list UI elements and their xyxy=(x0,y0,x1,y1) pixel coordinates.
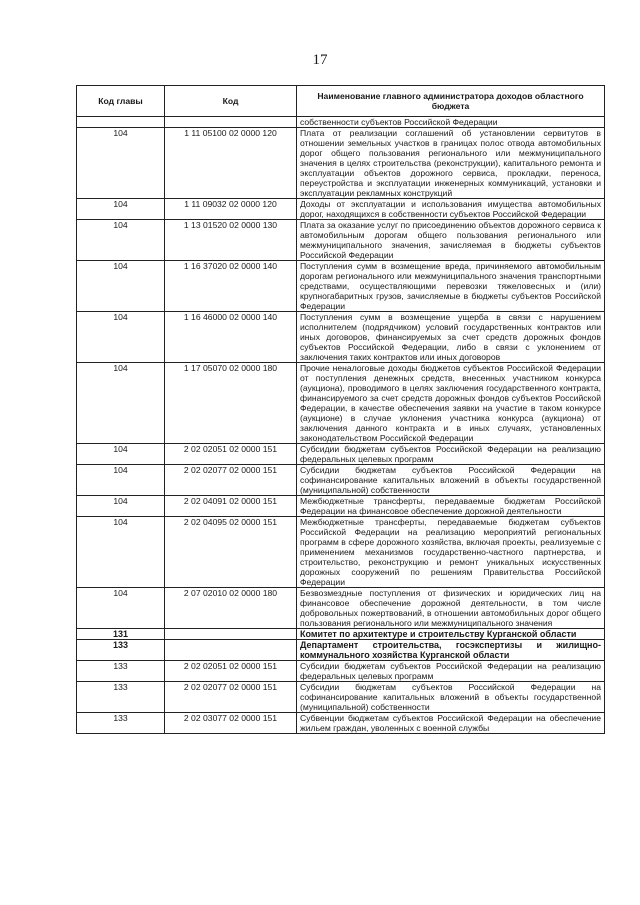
name-cell: Межбюджетные трансферты, передаваемые бюджетам субъектов Российской Федерации на реализацию мероприятий региональных программ в сфере дорожного хозяйства, включая проекты, реализуемые с применением механизмов государственно-частного партнерства, и строительство, реконструкцию и ремонт уникальных искусственных дорожных сооружений по решениям Правительства Российской Федерации xyxy=(297,517,605,588)
chapter-cell: 104 xyxy=(77,588,165,629)
table-header-row xyxy=(77,86,605,117)
chapter-cell: 133 xyxy=(77,682,165,713)
code-cell xyxy=(165,640,297,661)
table-row xyxy=(77,588,605,629)
name-cell: Комитет по архитектуре и строительству Курганской области xyxy=(297,629,605,640)
code-cell: 2 02 04091 02 0000 151 xyxy=(165,496,297,517)
table-row xyxy=(77,128,605,199)
table-row xyxy=(77,220,605,261)
table-row xyxy=(77,312,605,363)
name-cell: Прочие неналоговые доходы бюджетов субъектов Российской Федерации от поступления денежных средств, внесенных участником конкурса (аукциона), проводимого в целях заключения государственного контракта, финансируемого за счет средств дорожных фондов субъектов Российской Федерации, в качестве обеспечения заявки на участие в таком конкурсе (аукционе) в случае уклонения участника конкурса (аукциона) от заключения данного контракта и в иных случаях, установленных законодательством Российской Федерации xyxy=(297,363,605,444)
chapter-cell xyxy=(77,117,165,128)
name-cell: Поступления сумм в возмещение вреда, причиняемого автомобильным дорогам регионального или межмуниципального значения транспортными средствами, осуществляющими перевозки тяжеловесных и (или) крупногабаритных грузов, зачисляемые в бюджеты субъектов Российской Федерации xyxy=(297,261,605,312)
code-cell: 2 02 02051 02 0000 151 xyxy=(165,661,297,682)
name-cell: Субсидии бюджетам субъектов Российской Федерации на реализацию федеральных целевых программ xyxy=(297,444,605,465)
chapter-cell: 104 xyxy=(77,465,165,496)
table-row xyxy=(77,465,605,496)
chapter-cell: 104 xyxy=(77,220,165,261)
code-cell: 2 02 02077 02 0000 151 xyxy=(165,465,297,496)
code-cell: 2 02 03077 02 0000 151 xyxy=(165,713,297,734)
code-cell: 1 11 05100 02 0000 120 xyxy=(165,128,297,199)
name-cell: Субсидии бюджетам субъектов Российской Федерации на софинансирование капитальных вложений в объекты государственной (муниципальной) собственности xyxy=(297,465,605,496)
chapter-cell: 104 xyxy=(77,363,165,444)
code-cell xyxy=(165,117,297,128)
table-row xyxy=(77,682,605,713)
name-cell: Межбюджетные трансферты, передаваемые бюджетам Российской Федерации на финансовое обеспечение дорожной деятельности xyxy=(297,496,605,517)
table-row xyxy=(77,117,605,128)
header-administrator-name: Наименование главного администратора доходов областного бюджета xyxy=(297,86,605,117)
table-row xyxy=(77,444,605,465)
table-row xyxy=(77,261,605,312)
chapter-cell: 104 xyxy=(77,199,165,220)
table-row xyxy=(77,713,605,734)
chapter-cell: 133 xyxy=(77,640,165,661)
code-cell xyxy=(165,629,297,640)
revenue-administrators-table xyxy=(76,85,605,734)
table-row xyxy=(77,496,605,517)
code-cell: 2 07 02010 02 0000 180 xyxy=(165,588,297,629)
name-cell: Субсидии бюджетам субъектов Российской Федерации на реализацию федеральных целевых программ xyxy=(297,661,605,682)
name-cell: Субвенции бюджетам субъектов Российской Федерации на обеспечение жильем граждан, уволенных с военной службы xyxy=(297,713,605,734)
name-cell: Департамент строительства, госэкспертизы и жилищно-коммунального хозяйства Курганской области xyxy=(297,640,605,661)
code-cell: 1 17 05070 02 0000 180 xyxy=(165,363,297,444)
chapter-cell: 131 xyxy=(77,629,165,640)
chapter-cell: 104 xyxy=(77,496,165,517)
code-cell: 2 02 02077 02 0000 151 xyxy=(165,682,297,713)
chapter-cell: 104 xyxy=(77,517,165,588)
chapter-cell: 104 xyxy=(77,261,165,312)
table-row xyxy=(77,199,605,220)
chapter-cell: 133 xyxy=(77,713,165,734)
name-cell: Плата от реализации соглашений об установлении сервитутов в отношении земельных участков в границах полос отвода автомобильных дорог общего пользования регионального или межмуниципального значения в целях строительства (реконструкции), капитального ремонта и эксплуатации объектов дорожного сервиса, прокладки, переноса, переустройства и эксплуатации инженерных коммуникаций, установки и эксплуатации рекламных конструкций xyxy=(297,128,605,199)
code-cell: 1 16 37020 02 0000 140 xyxy=(165,261,297,312)
name-cell: Безвозмездные поступления от физических и юридических лиц на финансовое обеспечение дорожной деятельности, в том числе добровольных пожертвований, в отношении автомобильных дорог общего пользования регионального или межмуниципального значения xyxy=(297,588,605,629)
table-row xyxy=(77,629,605,640)
header-code: Код xyxy=(165,86,297,117)
code-cell: 1 13 01520 02 0000 130 xyxy=(165,220,297,261)
name-cell: Субсидии бюджетам субъектов Российской Федерации на софинансирование капитальных вложений в объекты государственной (муниципальной) собственности xyxy=(297,682,605,713)
table-row xyxy=(77,363,605,444)
page-number: 17 xyxy=(312,52,328,68)
table-row xyxy=(77,640,605,661)
chapter-cell: 104 xyxy=(77,128,165,199)
name-cell: собственности субъектов Российской Федерации xyxy=(297,117,605,128)
chapter-cell: 104 xyxy=(77,444,165,465)
name-cell: Поступления сумм в возмещение ущерба в связи с нарушением исполнителем (подрядчиком) условий государственных контрактов или иных договоров, финансируемых за счет средств дорожных фондов субъектов Российской Федерации, либо в связи с уклонением от заключения таких контрактов или иных договоров xyxy=(297,312,605,363)
code-cell: 2 02 04095 02 0000 151 xyxy=(165,517,297,588)
chapter-cell: 133 xyxy=(77,661,165,682)
name-cell: Доходы от эксплуатации и использования имущества автомобильных дорог, находящихся в собственности субъектов Российской Федерации xyxy=(297,199,605,220)
table-body xyxy=(77,117,605,734)
name-cell: Плата за оказание услуг по присоединению объектов дорожного сервиса к автомобильным дорогам общего пользования регионального или межмуниципального значения, зачисляемая в бюджеты субъектов Российской Федерации xyxy=(297,220,605,261)
code-cell: 1 11 09032 02 0000 120 xyxy=(165,199,297,220)
code-cell: 1 16 46000 02 0000 140 xyxy=(165,312,297,363)
chapter-cell: 104 xyxy=(77,312,165,363)
code-cell: 2 02 02051 02 0000 151 xyxy=(165,444,297,465)
table-row xyxy=(77,661,605,682)
table-row xyxy=(77,517,605,588)
header-chapter-code: Код главы xyxy=(77,86,165,117)
